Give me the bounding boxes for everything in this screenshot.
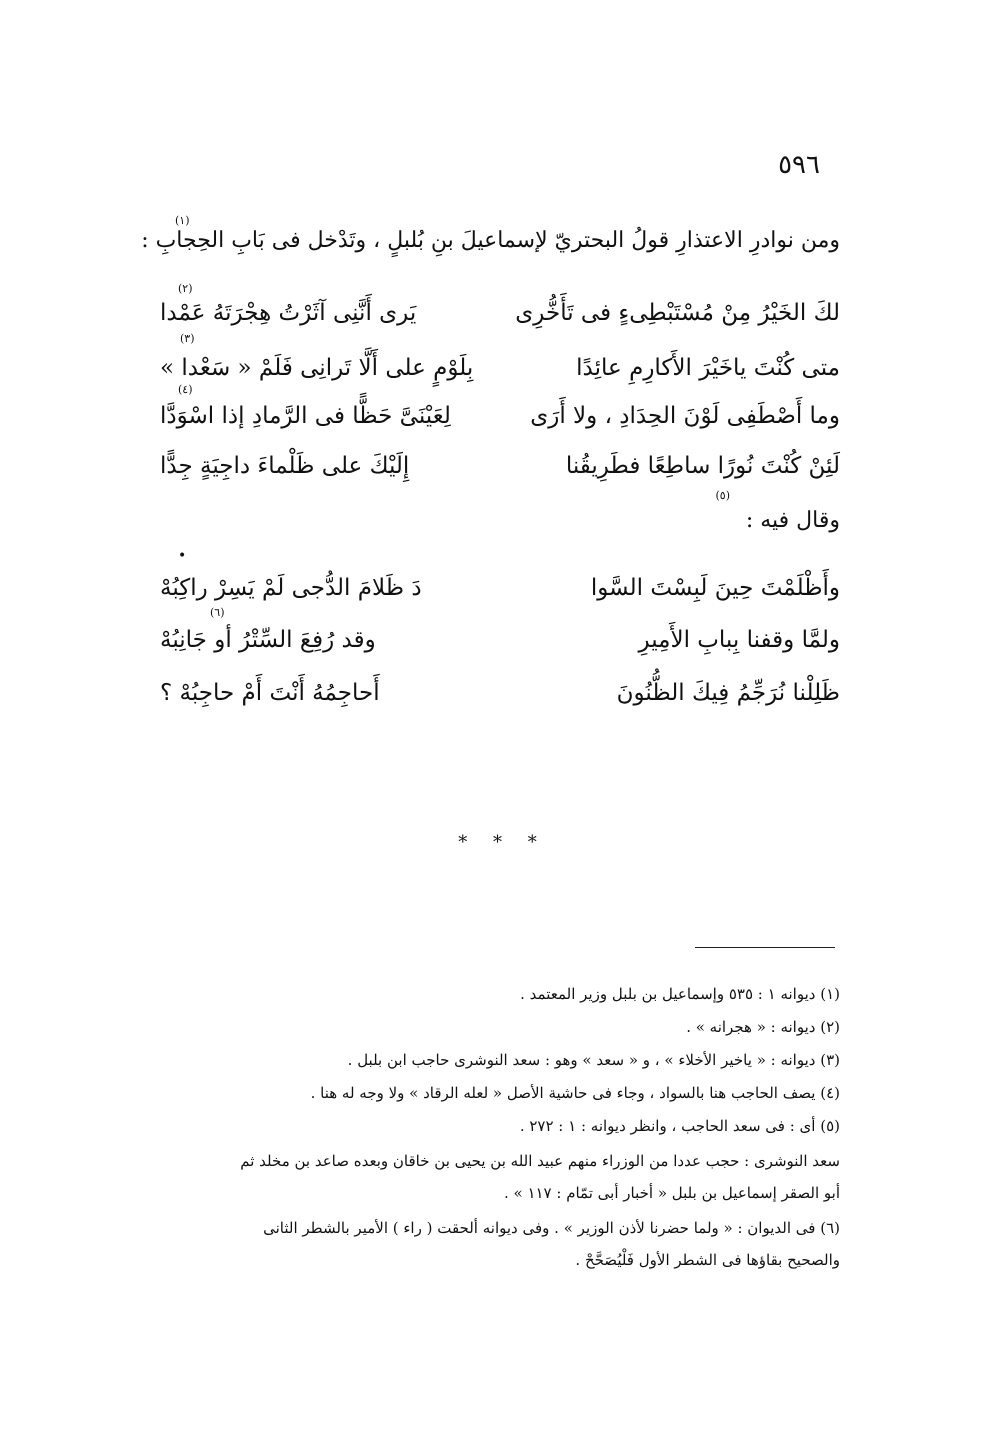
footnote-marker-1: (١) xyxy=(175,214,190,227)
verse-second-hemistich: دَ ظَلامَ الدُّجى لَمْ يَسِرْ راكِبُهْ xyxy=(160,575,422,601)
verse-first-hemistich: لَئِنْ كُنْتَ نُورًا ساطِعًا فطَرِيقُنا xyxy=(565,453,840,479)
verse-second-hemistich: يَرى أَنَّنِى آثَرْتُ هِجْرَتَهُ عَمْدا xyxy=(160,300,417,326)
intro2-text: وقال فيه : xyxy=(745,508,840,533)
page-number: ٥٩٦ xyxy=(778,150,820,180)
footnote-marker-4: (٤) xyxy=(178,383,193,396)
verse-second-hemistich: أَحاجِمُهُ أَنْتَ أَمْ حاجِبُهْ ؟ xyxy=(160,680,380,706)
footnote-line: (٥) أى : فى سعد الحاجب ، وانظر ديوانه : ١ : ٢٧٢ . xyxy=(519,1117,840,1135)
verse2-line-3 xyxy=(160,680,840,720)
footnote-line: والصحيح بقاؤها فى الشطر الأول فَلْيُصَحَّحْ . xyxy=(575,1251,840,1269)
verse-line-4 xyxy=(160,453,840,493)
verse-first-hemistich: ولمَّا وقفنا بِبابِ الأَمِيرِ xyxy=(638,627,840,653)
ink-dot: • xyxy=(178,548,187,564)
footnote-line: (١) ديوانه ١ : ٥٣٥ وإسماعيل بن بلبل وزير المعتمد . xyxy=(520,985,840,1003)
footnote-line: (٣) ديوانه : « ياخير الأخلاء » ، و « سعد » وهو : سعد النوشرى حاجب ابن بلبل . xyxy=(347,1051,840,1069)
footnote-marker-5: (٥) xyxy=(715,489,730,502)
intro-text xyxy=(141,228,840,253)
footnote-line: سعد النوشرى : حجب عددا من الوزراء منهم عبيد الله بن يحيى بن خاقان وبعده صاعد بن مخلد ثم xyxy=(240,1152,840,1170)
intro-sentence: ومن نوادرِ الاعتذارِ قولُ البحتريّ لإسماعيلَ بنِ بُلبلٍ ، وتَدْخل فى بَابِ الحِجابِ : xyxy=(141,228,840,253)
verse-line-2 xyxy=(160,355,840,395)
verse2-line-1 xyxy=(160,575,840,615)
section-separator: * * * xyxy=(458,832,547,853)
footnote-line: (٦) فى الديوان : « ولما حضرنا لأذن الوزير » . وفى ديوانه ألحقت ( راء ) الأمير بالشطر الثانى xyxy=(263,1219,840,1237)
verse-first-hemistich: لكَ الخَيْرُ مِنْ مُسْتَبْطِىءٍ فى تَأَخُّرِى xyxy=(515,300,840,326)
verse-first-hemistich: متى كُنْتَ ياخَيْرَ الأَكارِمِ عائِدًا xyxy=(576,355,840,381)
footnote-marker-3: (٣) xyxy=(180,332,195,345)
verse-first-hemistich: ظَلِلْنا نُرَجِّمُ فِيكَ الظُّنُونَ xyxy=(616,680,840,706)
footnote-line: (٤) يصف الحاجب هنا بالسواد ، وجاء فى حاشية الأصل « لعله الرقاد » ولا وجه له هنا . xyxy=(310,1084,840,1102)
footnote-marker-6: (٦) xyxy=(210,606,225,619)
footnote-line: (٢) ديوانه : « هجرانه » . xyxy=(686,1018,840,1036)
verse-line-3 xyxy=(160,403,840,443)
verse-first-hemistich: وأَظْلَمْتَ حِينَ لَبِسْتَ السَّوا xyxy=(590,575,840,601)
verse-second-hemistich: وقد رُفِعَ السِّتْرُ أو جَانِبُهْ xyxy=(160,627,376,653)
verse-first-hemistich: وما أَصْطَفِى لَوْنَ الحِدَادِ ، ولا أَرَى xyxy=(530,403,840,429)
footnote-marker-2: (٢) xyxy=(178,282,193,295)
footnote-line: أبو الصقر إسماعيل بن بلبل « أخبار أبى تمّام : ١١٧ » . xyxy=(503,1184,840,1202)
verse2-line-2 xyxy=(160,627,840,667)
verse-second-hemistich: لِعَيْنَىَّ حَظًّا فى الرَّمادِ إذا اسْوَدَّا xyxy=(160,403,451,429)
verse-second-hemistich: بِلَوْمٍ على أَلَّا تَرانِى فَلَمْ « سَعْدا » xyxy=(160,355,474,381)
footnote-divider xyxy=(695,947,835,948)
verse-second-hemistich: إِلَيْكَ على ظَلْماءَ داجِيَةٍ جِدًّا xyxy=(160,453,410,479)
verse-line-1 xyxy=(160,300,840,340)
